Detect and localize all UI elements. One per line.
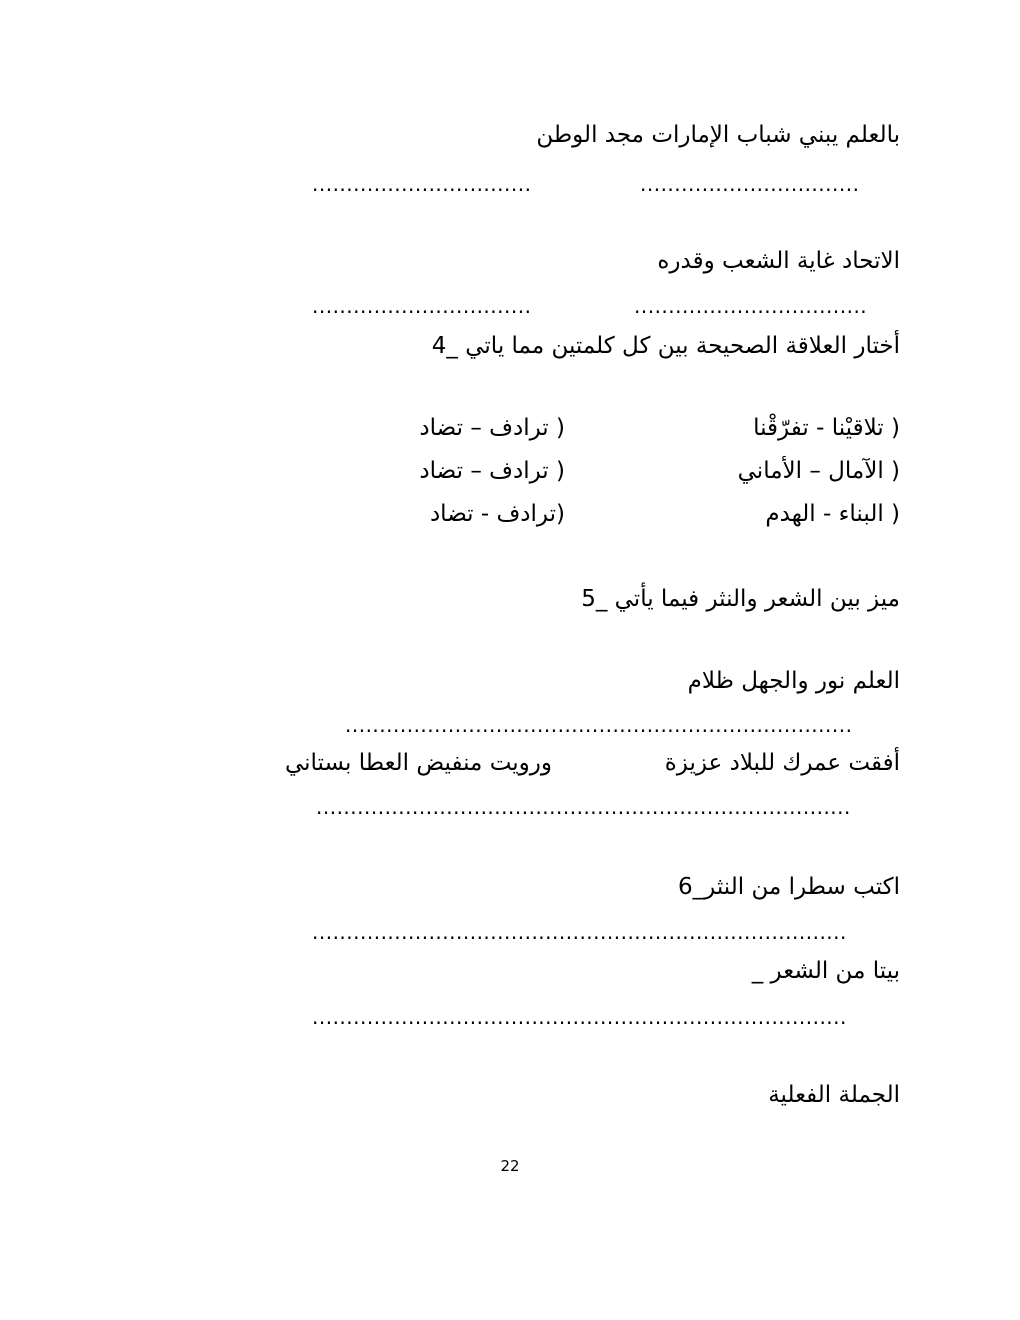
answer-dots-2a[interactable]: ................................ (312, 294, 532, 318)
answer-dots-3[interactable]: .......................................................................... (345, 713, 853, 737)
q4-row-2-words: ( الآمال – الأماني (737, 458, 900, 484)
q4-row-2-options[interactable]: ( ترادف – تضاد (419, 458, 565, 484)
q4-row-3-options[interactable]: (ترادف - تضاد (429, 501, 565, 527)
q5-title: ميز بين الشعر والنثر فيما يأتي _5 (581, 586, 900, 612)
q5-line-1: العلم نور والجهل ظلام (687, 668, 900, 694)
q4-row-1-options[interactable]: ( ترادف – تضاد (419, 415, 565, 441)
line-2: الاتحاد غاية الشعب وقدره (657, 248, 900, 274)
q5-verse-second-half: ورويت منفيض العطا بستاني (284, 750, 552, 776)
answer-dots-1a[interactable]: ................................ (312, 172, 532, 196)
q6-subtitle: بيتا من الشعر _ (751, 958, 900, 984)
q4-row-3-words: ( البناء - الهدم (765, 501, 900, 527)
answer-dots-1b[interactable]: ................................ (640, 172, 860, 196)
answer-dots-2b[interactable]: .................................. (634, 294, 868, 318)
q4-row-1-words: ( تلاقيْنا - تفرّقْنا (753, 415, 900, 441)
answer-dots-4[interactable]: .............................................................................. (316, 795, 851, 819)
q4-title: أختار العلاقة الصحيحة بين كل كلمتين مما ياتي _4 (431, 333, 900, 359)
line-1: بالعلم يبني شباب الإمارات مجد الوطن (536, 122, 900, 148)
q6-title: اكتب سطرا من النثر_6 (678, 874, 900, 900)
footer-heading: الجملة الفعلية (768, 1082, 900, 1108)
q5-verse-first-half: أفقت عمرك للبلاد عزيزة (664, 750, 900, 776)
page-number: 22 (500, 1157, 520, 1175)
answer-dots-5[interactable]: .............................................................................. (312, 920, 847, 944)
answer-dots-6[interactable]: .............................................................................. (312, 1005, 847, 1029)
